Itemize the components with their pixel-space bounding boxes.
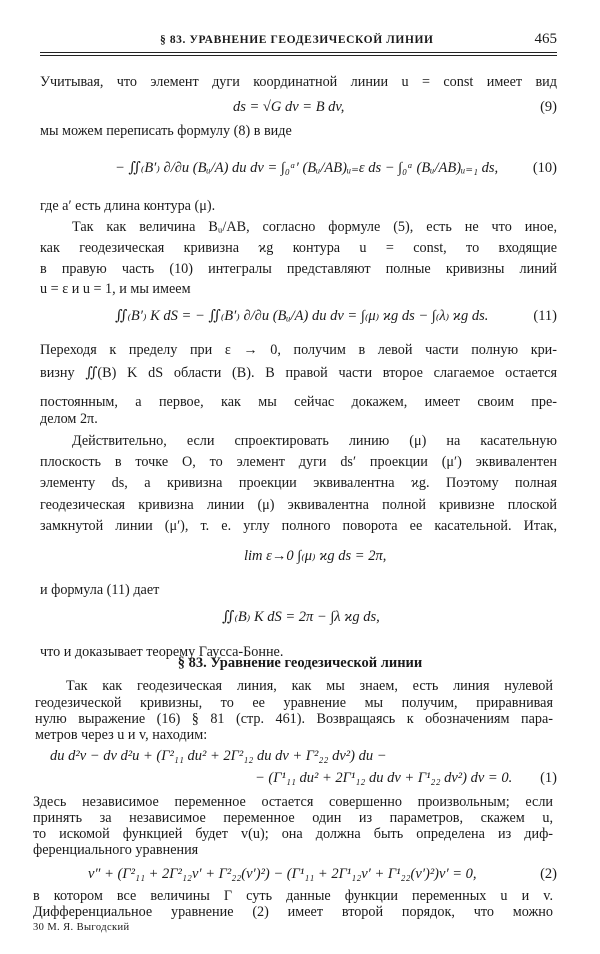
text-line: геодезическая кривизна линии (μ) эквивалентна полной кривизне плоской	[40, 497, 557, 513]
text-line: замкнутой линии (μ′), т. е. углу полного поворота ее касательной. Итак,	[40, 518, 557, 534]
equation-gauss-bonnet: ∬₍B₎ K dS = 2π − ∫λ ϰg ds,	[222, 609, 380, 625]
footer-signature: 30 М. Я. Выгодский	[33, 922, 130, 933]
text-line: Дифференциальное уравнение (2) имеет второй порядок, что можно	[33, 904, 553, 920]
text-line: Так как геодезическая линия, как мы знаем, есть линия нулевой	[66, 678, 553, 694]
text-line: и формула (11) дает	[40, 582, 160, 598]
text-line: в правую часть (10) интегралы представляют полные кривизны линий	[40, 261, 557, 277]
equation-number: (9)	[540, 99, 557, 115]
text-line: делом 2π.	[40, 411, 98, 427]
equation-number: (11)	[533, 308, 557, 324]
equation-number: (1)	[540, 770, 557, 786]
text-line: то искомой функцией будет v(u); она должна быть определена из диф-	[33, 826, 553, 842]
text-line: геодезической кривизны, то ее уравнение мы получим, приравнивая	[35, 695, 553, 711]
text-line: в котором все величины Γ суть данные функции переменных u и v.	[33, 888, 553, 904]
equation-limit: lim ε→0 ∫₍μ₎ ϰg ds = 2π,	[244, 548, 387, 564]
text-line: как геодезическая кривизна ϰg контура u = const, то входящие	[40, 240, 557, 256]
text-line: плоскость в точке O, то элемент дуги ds′ проекции (μ′) эквивалентен	[40, 454, 557, 470]
text-line: элементу ds, а кривизна проекции эквивалентна ϰg. Поэтому полная	[40, 475, 557, 491]
equation-9: ds = √G dv = B dv,	[233, 99, 345, 115]
text-line: мы можем переписать формулу (8) в виде	[40, 123, 292, 139]
text-line: постоянным, а первое, как мы сейчас докажем, имеет своим пре-	[40, 394, 557, 410]
text-line: визну ∬(B) K dS области (B). В правой части второе слагаемое остается	[40, 365, 557, 381]
text-line: Так как величина Bᵤ/AB, согласно формуле (5), есть не что иное,	[72, 219, 557, 235]
header-rule	[40, 52, 557, 53]
page-number: 465	[534, 31, 557, 47]
equation-11: ∬₍B′₎ K dS = − ∬₍B′₎ ∂/∂u (Bᵤ/A) du dv = ∫₍μ₎ ϰg ds − ∫₍λ₎ ϰg ds.	[115, 308, 489, 324]
text-line: Учитывая, что элемент дуги координатной линии u = const имеет вид	[40, 74, 557, 90]
section-heading: § 83. Уравнение геодезической линии	[177, 655, 423, 671]
text-line: Действительно, если спроектировать линию (μ) на касательную	[72, 433, 557, 449]
text-line: Переходя к пределу при ε → 0, получим в левой части полную кри-	[40, 342, 557, 358]
text-line: ференциального уравнения	[33, 842, 199, 858]
text-line: нулю выражение (16) § 81 (стр. 461). Возвращаясь к обозначениям пара-	[35, 711, 553, 727]
text-line: принять за независимое переменное один из параметров, скажем u,	[33, 810, 553, 826]
text-line: метров через u и v, находим:	[35, 727, 208, 743]
header-rule-2	[40, 55, 557, 56]
equation-2: v″ + (Γ²₁₁ + 2Γ²₁₂v′ + Γ²₂₂(v′)²) − (Γ¹₁₁ + 2Γ¹₁₂v′ + Γ¹₂₂(v′)²)v′ = 0,	[88, 866, 477, 882]
running-title: § 83. УРАВНЕНИЕ ГЕОДЕЗИЧЕСКОЙ ЛИНИИ	[160, 34, 434, 46]
equation-10: − ∬₍B′₎ ∂/∂u (Bᵤ/A) du dv = ∫₀ᵃ′ (Bᵤ/AB)ᵤ₌ε ds − ∫₀ᵃ (Bᵤ/AB)ᵤ₌₁ ds,	[115, 160, 499, 176]
text-line: что и доказывает теорему Гаусса-Бонне.	[40, 644, 284, 660]
equation-number: (10)	[532, 160, 557, 176]
equation-number: (2)	[540, 866, 557, 882]
text-line: где a′ есть длина контура (μ).	[40, 198, 216, 214]
equation-1-line-2: − (Γ¹₁₁ du² + 2Γ¹₁₂ du dv + Γ¹₂₂ dv²) dv = 0.	[255, 770, 513, 786]
text-line: u = ε и u = 1, и мы имеем	[40, 281, 191, 297]
equation-1-line-1: du d²v − dv d²u + (Γ²₁₁ du² + 2Γ²₁₂ du dv + Γ²₂₂ dv²) du −	[50, 748, 387, 764]
text-line: Здесь независимое переменное остается совершенно произвольным; если	[33, 794, 553, 810]
